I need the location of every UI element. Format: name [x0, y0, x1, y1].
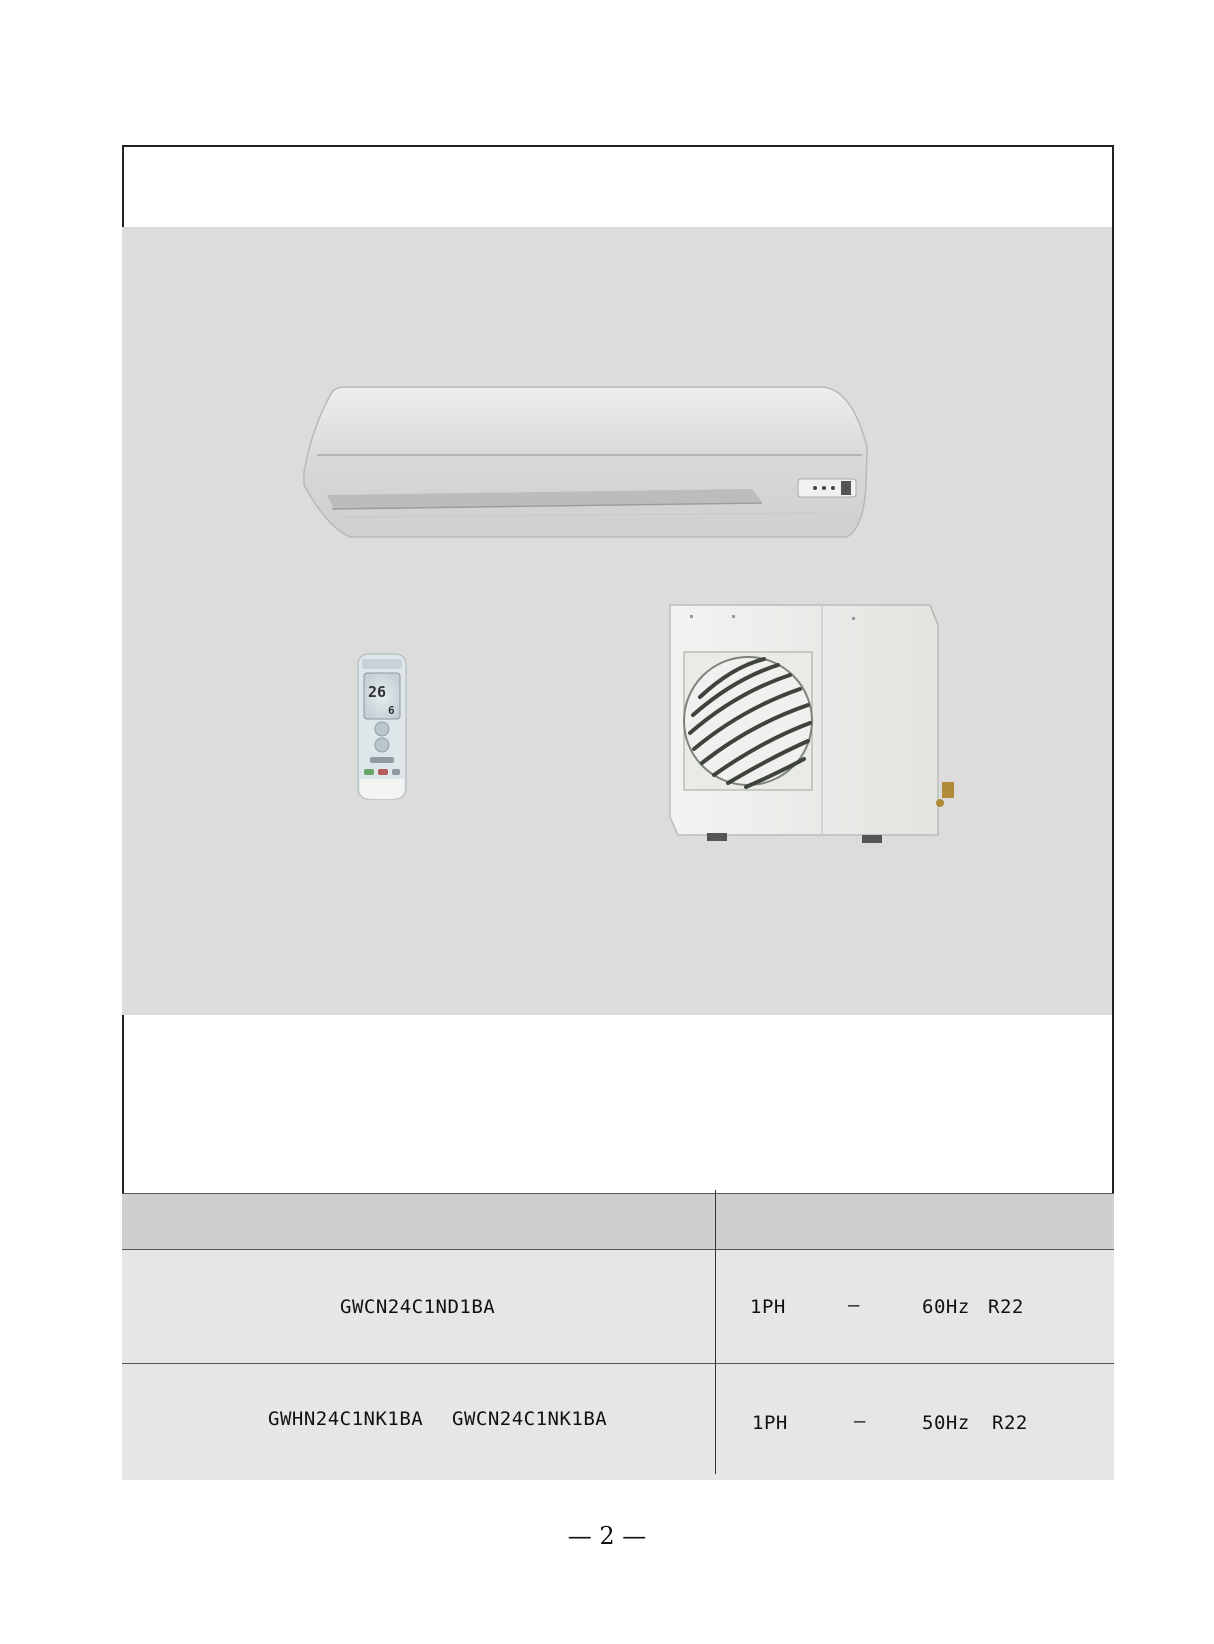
refrigerant: R22	[992, 1412, 1028, 1434]
model-spec-table	[122, 1193, 1114, 1480]
page-number: — 2 —	[567, 1522, 647, 1550]
phase: 1PH	[750, 1296, 786, 1318]
refrigerant: R22	[988, 1296, 1024, 1318]
frequency: 60Hz	[922, 1296, 970, 1318]
column-divider	[715, 1190, 716, 1474]
frequency: 50Hz	[922, 1412, 970, 1434]
air-conditioner-illustration	[122, 227, 1112, 1015]
indoor-unit	[304, 387, 867, 537]
remote-temperature: 26	[368, 683, 387, 701]
model-number: GWCN24C1NK1BA	[452, 1408, 608, 1430]
model-number: GWCN24C1ND1BA	[340, 1296, 496, 1318]
remote-control	[358, 654, 406, 799]
table-header-row	[122, 1193, 1114, 1249]
model-number: GWHN24C1NK1BA	[268, 1408, 424, 1430]
dash: —	[854, 1410, 866, 1432]
table-row	[122, 1363, 1114, 1480]
table-row	[122, 1249, 1114, 1363]
phase: 1PH	[752, 1412, 788, 1434]
product-photo	[122, 227, 1112, 1015]
outdoor-unit	[670, 605, 954, 843]
dash: —	[848, 1294, 860, 1316]
remote-fan-level: 6	[388, 704, 395, 717]
